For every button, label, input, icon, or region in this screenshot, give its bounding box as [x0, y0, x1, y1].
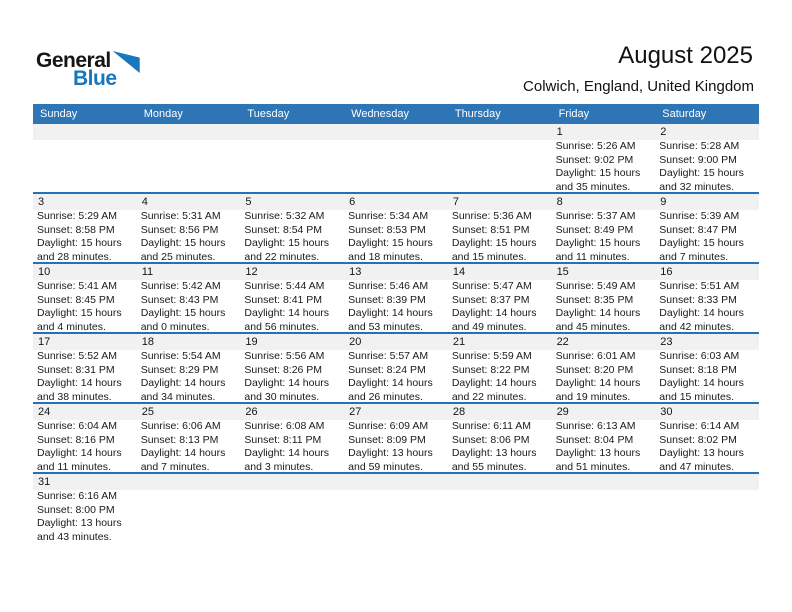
- day-number: 15: [552, 264, 656, 280]
- day-detail-line: Sunrise: 6:16 AM: [37, 490, 117, 503]
- day-number: 13: [344, 264, 448, 280]
- day-detail-line: Sunrise: 6:09 AM: [348, 420, 429, 433]
- day-detail-line: and 19 minutes.: [555, 390, 631, 402]
- day-detail-line: Sunset: 8:13 PM: [140, 433, 219, 446]
- day-detail-line: Sunset: 8:51 PM: [451, 223, 530, 236]
- day-detail-line: Sunrise: 5:47 AM: [451, 280, 532, 293]
- week-row: [33, 404, 759, 474]
- day-detail-line: Sunset: 8:43 PM: [140, 293, 219, 306]
- day-number: 5: [240, 194, 344, 210]
- day-cell: [33, 334, 137, 402]
- day-detail-line: Sunset: 9:02 PM: [555, 153, 634, 166]
- day-cell: [137, 334, 241, 402]
- day-cell: [240, 334, 344, 402]
- day-detail-line: Daylight: 15 hours: [555, 237, 641, 250]
- day-detail-line: Daylight: 14 hours: [37, 447, 122, 460]
- day-number-empty: [33, 124, 137, 140]
- day-detail-line: Sunset: 8:06 PM: [451, 433, 530, 446]
- day-detail-line: Sunset: 8:00 PM: [37, 503, 115, 516]
- day-detail-line: and 35 minutes.: [555, 180, 631, 192]
- day-detail-line: Daylight: 14 hours: [140, 377, 226, 390]
- day-detail-line: Daylight: 14 hours: [244, 447, 330, 460]
- day-cell: [552, 404, 656, 472]
- day-number: 24: [33, 404, 137, 420]
- calendar-table: [33, 104, 759, 544]
- day-detail-line: and 53 minutes.: [348, 320, 423, 332]
- day-cell: [655, 124, 759, 192]
- day-cell: [344, 404, 448, 472]
- day-detail-line: Sunrise: 6:03 AM: [659, 350, 740, 363]
- day-detail-line: and 4 minutes.: [37, 320, 106, 332]
- day-detail-line: Daylight: 13 hours: [348, 447, 433, 460]
- day-detail-line: Daylight: 14 hours: [37, 377, 122, 390]
- day-number: 7: [448, 194, 552, 210]
- day-detail-line: Daylight: 14 hours: [555, 307, 641, 320]
- day-number: 12: [240, 264, 344, 280]
- day-detail-line: Sunrise: 5:44 AM: [244, 280, 325, 293]
- empty-cell: [33, 124, 137, 192]
- day-cell: [655, 264, 759, 332]
- weekday-label-monday: Monday: [143, 108, 183, 120]
- day-detail-line: Daylight: 14 hours: [451, 307, 537, 320]
- day-number: 14: [448, 264, 552, 280]
- day-number: 3: [33, 194, 137, 210]
- day-detail-line: and 7 minutes.: [140, 460, 210, 472]
- day-detail-line: Sunset: 8:20 PM: [555, 363, 634, 376]
- day-detail-line: Sunset: 8:35 PM: [555, 293, 634, 306]
- week-row: [33, 474, 759, 544]
- empty-cell: [344, 124, 448, 192]
- day-detail-line: Sunset: 8:54 PM: [244, 223, 323, 236]
- day-number-empty: [448, 124, 552, 140]
- empty-cell: [448, 124, 552, 192]
- week-row: [33, 334, 759, 404]
- day-number: 25: [137, 404, 241, 420]
- day-detail-line: Sunrise: 5:56 AM: [244, 350, 325, 363]
- day-number: 20: [344, 334, 448, 350]
- day-cell: [552, 264, 656, 332]
- day-cell: [655, 194, 759, 262]
- day-detail-line: Sunset: 8:22 PM: [451, 363, 530, 376]
- day-number-empty: [240, 474, 344, 490]
- day-detail-line: Sunset: 8:29 PM: [140, 363, 219, 376]
- weekday-label-saturday: Saturday: [662, 108, 707, 120]
- day-number-empty: [448, 474, 552, 490]
- day-detail-line: Sunset: 8:04 PM: [555, 433, 634, 446]
- day-number: 10: [33, 264, 137, 280]
- day-cell: [240, 194, 344, 262]
- day-detail-line: Sunset: 8:18 PM: [659, 363, 737, 376]
- day-detail-line: Sunrise: 5:59 AM: [451, 350, 532, 363]
- day-detail-line: and 18 minutes.: [348, 250, 423, 262]
- day-number: 1: [552, 124, 656, 140]
- day-detail-line: Sunset: 8:33 PM: [659, 293, 737, 306]
- day-detail-line: Sunrise: 5:34 AM: [348, 210, 429, 223]
- day-cell: [552, 334, 656, 402]
- day-detail-line: Daylight: 15 hours: [244, 237, 330, 250]
- day-number: 31: [33, 474, 137, 490]
- day-detail-line: Sunset: 8:16 PM: [37, 433, 115, 446]
- day-detail-line: Sunset: 8:24 PM: [348, 363, 426, 376]
- day-number-empty: [137, 474, 241, 490]
- empty-cell: [344, 474, 448, 544]
- day-number: 28: [448, 404, 552, 420]
- empty-cell: [137, 474, 241, 544]
- weekday-label-tuesday: Tuesday: [247, 108, 290, 120]
- weekday-header-row: [33, 104, 759, 124]
- day-detail-line: and 47 minutes.: [659, 460, 734, 472]
- day-detail-line: Daylight: 15 hours: [659, 237, 744, 250]
- day-detail-line: and 55 minutes.: [451, 460, 527, 472]
- day-detail-line: Sunset: 8:39 PM: [348, 293, 426, 306]
- day-number: 2: [655, 124, 759, 140]
- day-detail-line: Sunset: 8:45 PM: [37, 293, 115, 306]
- day-detail-line: Sunrise: 6:13 AM: [555, 420, 636, 433]
- day-cell: [448, 194, 552, 262]
- day-number: 6: [344, 194, 448, 210]
- day-cell: [33, 474, 137, 544]
- week-row: [33, 264, 759, 334]
- day-detail-line: Sunrise: 5:54 AM: [140, 350, 221, 363]
- day-detail-line: Daylight: 13 hours: [37, 517, 122, 530]
- day-detail-line: Sunrise: 5:36 AM: [451, 210, 532, 223]
- day-detail-line: and 7 minutes.: [659, 250, 729, 262]
- day-detail-line: Sunrise: 5:29 AM: [37, 210, 117, 223]
- day-detail-line: Sunrise: 5:32 AM: [244, 210, 325, 223]
- day-cell: [137, 404, 241, 472]
- day-detail-line: Sunrise: 5:51 AM: [659, 280, 740, 293]
- day-detail-line: and 11 minutes.: [555, 250, 630, 262]
- day-detail-line: Daylight: 15 hours: [348, 237, 433, 250]
- day-cell: [655, 334, 759, 402]
- day-detail-line: Sunset: 8:26 PM: [244, 363, 323, 376]
- weekday-label-friday: Friday: [558, 108, 590, 120]
- day-detail-line: and 56 minutes.: [244, 320, 320, 332]
- day-number-empty: [344, 124, 448, 140]
- day-detail-line: Daylight: 15 hours: [140, 237, 226, 250]
- empty-cell: [137, 124, 241, 192]
- weekday-label-sunday: Sunday: [40, 108, 78, 120]
- day-number-empty: [344, 474, 448, 490]
- day-detail-line: Sunrise: 6:04 AM: [37, 420, 117, 433]
- empty-cell: [240, 474, 344, 544]
- day-detail-line: Daylight: 15 hours: [451, 237, 537, 250]
- empty-cell: [240, 124, 344, 192]
- week-row: [33, 124, 759, 194]
- day-detail-line: and 26 minutes.: [348, 390, 423, 402]
- day-number: 8: [552, 194, 656, 210]
- day-cell: [344, 264, 448, 332]
- day-cell: [33, 404, 137, 472]
- day-detail-line: Sunrise: 5:41 AM: [37, 280, 117, 293]
- day-detail-line: Sunset: 8:47 PM: [659, 223, 737, 236]
- day-detail-line: and 0 minutes.: [140, 320, 210, 332]
- day-cell: [448, 264, 552, 332]
- day-detail-line: Daylight: 15 hours: [37, 237, 122, 250]
- day-detail-line: Sunrise: 6:08 AM: [244, 420, 325, 433]
- logo-text-blue: Blue: [73, 67, 117, 90]
- day-detail-line: Daylight: 14 hours: [348, 377, 433, 390]
- empty-cell: [448, 474, 552, 544]
- day-detail-line: Sunrise: 6:14 AM: [659, 420, 740, 433]
- day-detail-line: Sunrise: 5:52 AM: [37, 350, 117, 363]
- day-detail-line: and 49 minutes.: [451, 320, 527, 332]
- day-cell: [137, 194, 241, 262]
- day-detail-line: Sunset: 8:41 PM: [244, 293, 323, 306]
- day-detail-line: Sunset: 8:58 PM: [37, 223, 115, 236]
- week-row: [33, 194, 759, 264]
- day-detail-line: Daylight: 15 hours: [555, 167, 641, 180]
- day-number-empty: [655, 474, 759, 490]
- day-detail-line: and 51 minutes.: [555, 460, 631, 472]
- day-detail-line: and 22 minutes.: [451, 390, 527, 402]
- day-detail-line: Sunset: 8:02 PM: [659, 433, 737, 446]
- day-detail-line: Sunrise: 5:28 AM: [659, 140, 740, 153]
- day-cell: [344, 194, 448, 262]
- day-detail-line: Sunset: 8:31 PM: [37, 363, 115, 376]
- day-detail-line: and 15 minutes.: [659, 390, 734, 402]
- day-detail-line: Sunset: 8:11 PM: [244, 433, 322, 446]
- day-cell: [448, 404, 552, 472]
- day-detail-line: and 34 minutes.: [140, 390, 216, 402]
- day-detail-line: Sunrise: 5:49 AM: [555, 280, 636, 293]
- day-number-empty: [240, 124, 344, 140]
- day-detail-line: and 25 minutes.: [140, 250, 216, 262]
- day-detail-line: Daylight: 14 hours: [140, 447, 226, 460]
- day-detail-line: and 42 minutes.: [659, 320, 734, 332]
- day-detail-line: Daylight: 13 hours: [451, 447, 537, 460]
- day-detail-line: Sunrise: 5:37 AM: [555, 210, 636, 223]
- day-cell: [240, 404, 344, 472]
- day-detail-line: and 45 minutes.: [555, 320, 631, 332]
- day-detail-line: Sunrise: 5:46 AM: [348, 280, 429, 293]
- page-title: August 2025: [618, 42, 753, 69]
- day-detail-line: Daylight: 15 hours: [140, 307, 226, 320]
- day-number-empty: [552, 474, 656, 490]
- day-detail-line: and 32 minutes.: [659, 180, 734, 192]
- day-cell: [33, 264, 137, 332]
- day-number: 29: [552, 404, 656, 420]
- day-number: 22: [552, 334, 656, 350]
- day-detail-line: and 11 minutes.: [37, 460, 111, 472]
- day-number: 26: [240, 404, 344, 420]
- day-detail-line: Sunrise: 5:26 AM: [555, 140, 636, 153]
- day-cell: [655, 404, 759, 472]
- day-cell: [33, 194, 137, 262]
- day-cell: [240, 264, 344, 332]
- day-detail-line: and 28 minutes.: [37, 250, 112, 262]
- day-detail-line: Daylight: 14 hours: [244, 377, 330, 390]
- day-detail-line: Sunset: 8:56 PM: [140, 223, 219, 236]
- day-number: 30: [655, 404, 759, 420]
- day-detail-line: and 3 minutes.: [244, 460, 314, 472]
- day-number: 11: [137, 264, 241, 280]
- day-number: 21: [448, 334, 552, 350]
- day-number: 18: [137, 334, 241, 350]
- day-detail-line: Sunrise: 6:06 AM: [140, 420, 221, 433]
- day-detail-line: Daylight: 14 hours: [451, 377, 537, 390]
- day-detail-line: Sunrise: 6:11 AM: [451, 420, 532, 433]
- day-detail-line: Daylight: 13 hours: [659, 447, 744, 460]
- day-number: 9: [655, 194, 759, 210]
- weekday-label-wednesday: Wednesday: [351, 108, 410, 120]
- day-detail-line: Daylight: 14 hours: [659, 377, 744, 390]
- day-detail-line: Daylight: 14 hours: [348, 307, 433, 320]
- empty-cell: [552, 474, 656, 544]
- day-number-empty: [137, 124, 241, 140]
- day-detail-line: Daylight: 14 hours: [555, 377, 641, 390]
- day-cell: [552, 194, 656, 262]
- day-detail-line: Sunset: 8:49 PM: [555, 223, 634, 236]
- day-detail-line: and 59 minutes.: [348, 460, 423, 472]
- day-cell: [137, 264, 241, 332]
- weekday-label-thursday: Thursday: [454, 108, 501, 120]
- day-detail-line: and 30 minutes.: [244, 390, 320, 402]
- day-detail-line: Sunset: 9:00 PM: [659, 153, 737, 166]
- logo-text-general: General: [36, 49, 111, 72]
- day-detail-line: and 22 minutes.: [244, 250, 320, 262]
- day-detail-line: Sunset: 8:37 PM: [451, 293, 530, 306]
- day-number: 4: [137, 194, 241, 210]
- day-detail-line: Daylight: 14 hours: [244, 307, 330, 320]
- day-cell: [344, 334, 448, 402]
- day-detail-line: and 43 minutes.: [37, 530, 112, 543]
- day-number: 27: [344, 404, 448, 420]
- day-detail-line: and 15 minutes.: [451, 250, 527, 262]
- day-detail-line: Daylight: 15 hours: [659, 167, 744, 180]
- calendar-body: [33, 124, 759, 544]
- location-subtitle: Colwich, England, United Kingdom: [523, 78, 754, 95]
- day-cell: [552, 124, 656, 192]
- day-number: 16: [655, 264, 759, 280]
- day-cell: [448, 334, 552, 402]
- day-number: 23: [655, 334, 759, 350]
- day-number: 19: [240, 334, 344, 350]
- day-detail-line: Sunrise: 5:31 AM: [140, 210, 221, 223]
- day-detail-line: Daylight: 13 hours: [555, 447, 641, 460]
- day-detail-line: Sunrise: 5:39 AM: [659, 210, 740, 223]
- day-detail-line: Daylight: 14 hours: [659, 307, 744, 320]
- day-detail-line: and 38 minutes.: [37, 390, 112, 402]
- general-blue-logo: [36, 50, 156, 94]
- day-detail-line: Sunrise: 6:01 AM: [555, 350, 636, 363]
- day-detail-line: Sunrise: 5:42 AM: [140, 280, 221, 293]
- day-detail-line: Sunset: 8:09 PM: [348, 433, 426, 446]
- day-detail-line: Daylight: 15 hours: [37, 307, 122, 320]
- day-number: 17: [33, 334, 137, 350]
- day-detail-line: Sunrise: 5:57 AM: [348, 350, 429, 363]
- empty-cell: [655, 474, 759, 544]
- day-detail-line: Sunset: 8:53 PM: [348, 223, 426, 236]
